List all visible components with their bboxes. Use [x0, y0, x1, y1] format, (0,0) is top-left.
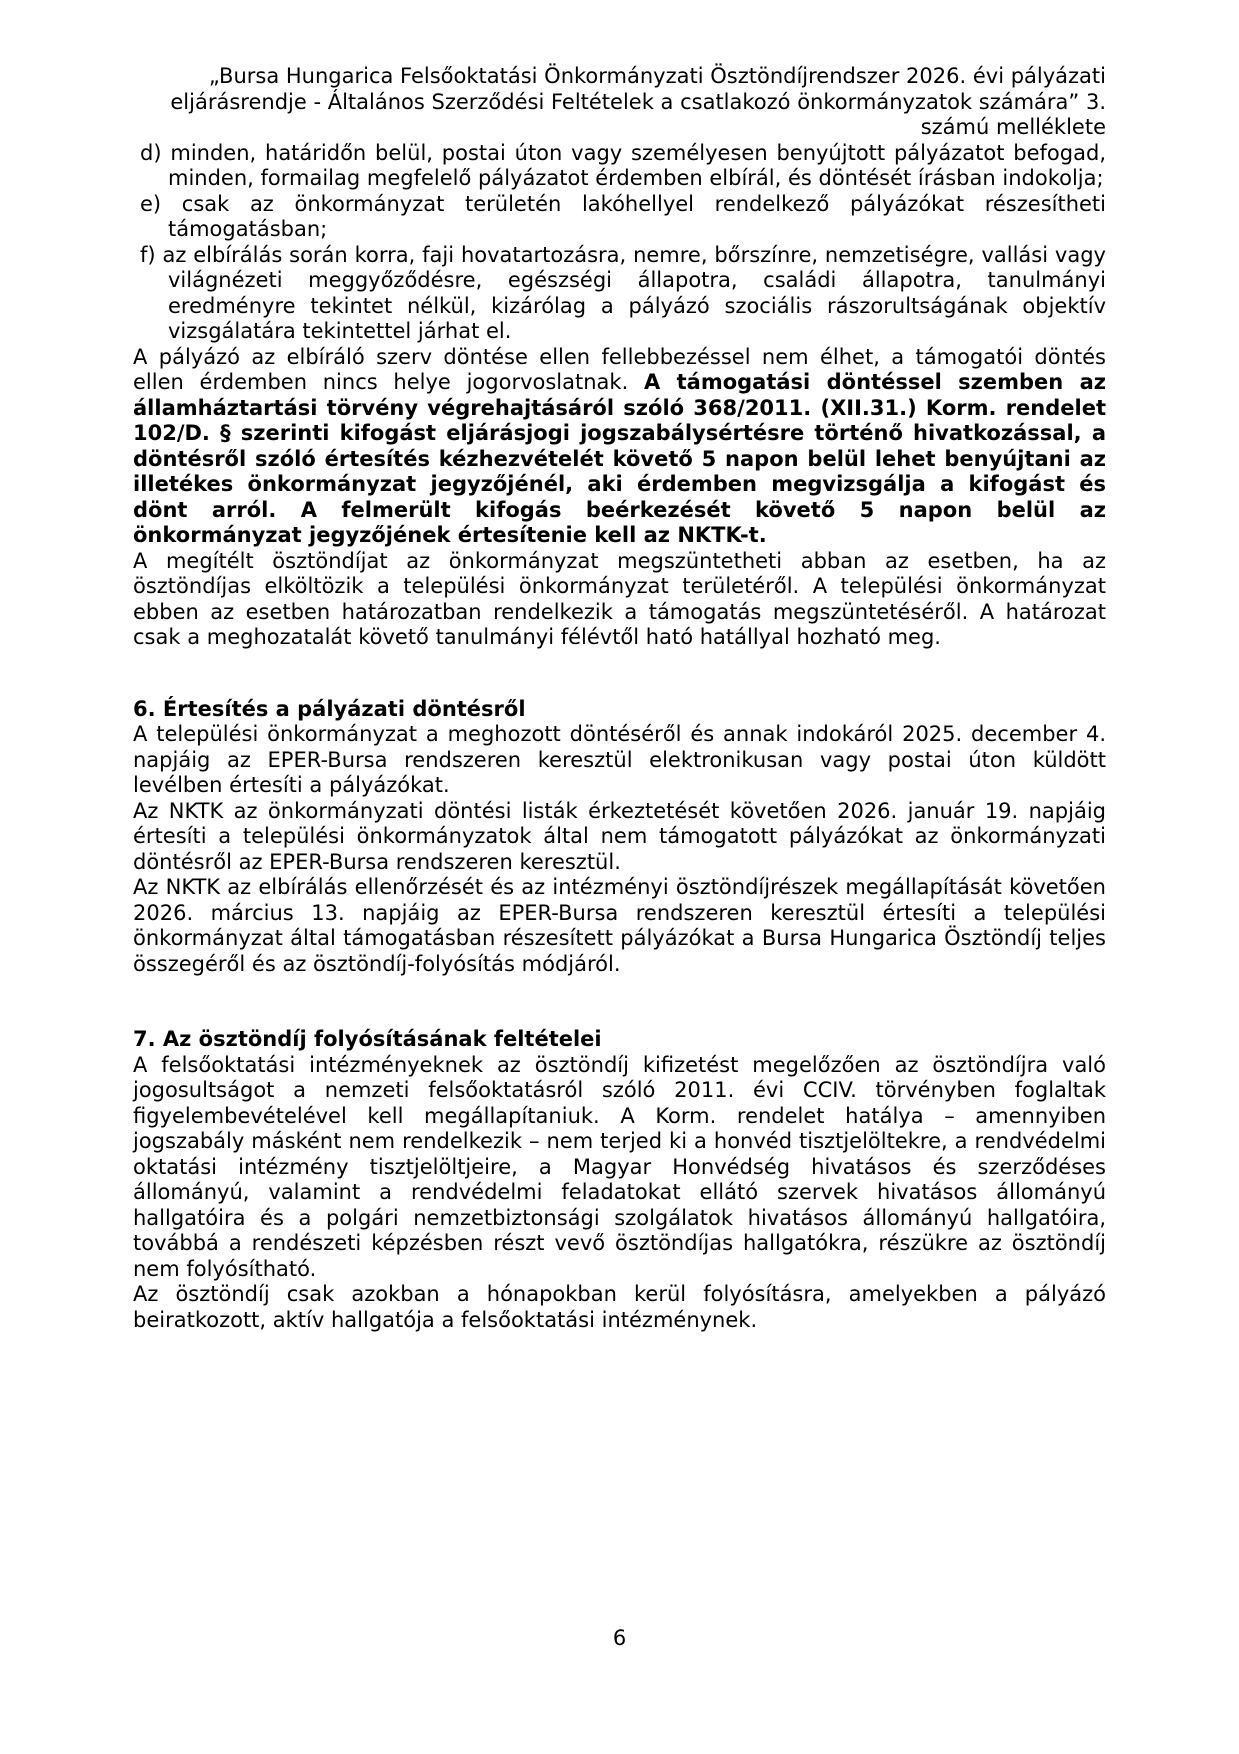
section-6-paragraph-3: Az NKTK az elbírálás ellenőrzését és az intézményi ösztöndíjrészek megállapítását követően 2026. március 13. napjáig az EPER-Bursa rendszeren keresztül értesíti a települési önkormányzat által támogatásban részesített pályázókat a Bursa Hungarica Ösztöndíj teljes összegéről és az ösztöndíj-folyósítás módjáról.	[133, 875, 1106, 976]
list-item-marker: e)	[140, 191, 162, 216]
list-item-d	[133, 141, 1106, 192]
list-item-marker: d)	[140, 140, 162, 165]
list-item-f	[133, 243, 1106, 345]
section-6-heading: 6. Értesítés a pályázati döntésről	[133, 696, 526, 721]
document-header: „Bursa Hungarica Felsőoktatási Önkormányzati Ösztöndíjrendszer 2026. évi pályázati eljárásrendje - Általános Szerződési Feltételek a csatlakozó önkormányzatok számára” 3. számú melléklete	[170, 64, 1106, 139]
section-6-paragraph-1: A települési önkormányzat a meghozott döntéséről és annak indokáról 2025. december 4. napjáig az EPER-Bursa rendszeren keresztül elektronikusan vagy postai úton küldött levélben értesíti a pályázókat.	[133, 722, 1106, 797]
list-item-text: csak az önkormányzat területén lakóhellyel rendelkező pályázókat részesítheti támogatásban;	[168, 191, 1106, 241]
paragraph-termination: A megítélt ösztöndíjat az önkormányzat megszüntetheti abban az esetben, ha az ösztöndíjas elköltözik a települési önkormányzat területéről. A települési önkormányzat ebben az esetben határozatban rendelkezik a támogatás megszüntetéséről. A határozat csak a meghozatalát követő tanulmányi félévtől ható hatállyal hozható meg.	[133, 548, 1106, 649]
paragraph-appeal	[133, 345, 1106, 549]
section-7-heading: 7. Az ösztöndíj folyósításának feltételei	[133, 1027, 602, 1051]
paragraph-appeal-normal: A pályázó az elbíráló szerv döntése ellen fellebbezéssel nem élhet, a támogatói döntés ellen érdemben nincs helye jogorvoslatnak.	[133, 344, 1106, 394]
section-7-paragraph-2: Az ösztöndíj csak azokban a hónapokban kerül folyósításra, amelyekben a pályázó beiratkozott, aktív hallgatója a felsőoktatási intézménynek.	[133, 1282, 1106, 1332]
section-6-paragraph-2: Az NKTK az önkormányzati döntési listák érkeztetését követően 2026. január 19. napjáig értesíti a települési önkormányzatok által nem támogatott pályázókat az önkormányzati döntésről az EPER-Bursa rendszeren keresztül.	[133, 798, 1106, 874]
list-item-marker: f)	[140, 242, 156, 267]
list-item-text: az elbírálás során korra, faji hovatartozásra, nemre, bőrszínre, nemzetiségre, vallási vagy világnézeti meggyőződésre, egészségi állapotra, családi állapotra, tanulmányi eredményre tekintet nélkül, kizárólag a pályázó szociális rászorultságának objektív vizsgálatára tekintettel járhat el.	[162, 242, 1106, 343]
list-item-e	[133, 192, 1106, 243]
list-item-text: minden, határidőn belül, postai úton vagy személyesen benyújtott pályázatot befogad, minden, formailag megfelelő pályázatot érdemben elbírál, és döntését írásban indokolja;	[168, 140, 1106, 190]
criteria-list	[133, 141, 1106, 345]
section-7-paragraph-1: A felsőoktatási intézményeknek az ösztöndíj kifizetést megelőzően az ösztöndíjra való jogosultságot a nemzeti felsőoktatásról szóló 2011. évi CCIV. törvényben foglaltak figyelembevételével kell megállapítaniuk. A Korm. rendelet hatálya – amennyiben jogszabály másként nem rendelkezik – nem terjed ki a honvéd tisztjelöltekre, a rendvédelmi oktatási intézmény tisztjelöltjeire, a Magyar Honvédség hivatásos és szerződéses állományú, valamint a rendvédelmi feladatokat ellátó szervek hivatásos állományú hallgatóira és a polgári nemzetbiztonsági szolgálatok hivatásos állományú hallgatóira, továbbá a rendészeti képzésben részt vevő ösztöndíjas hallgatókra, részükre az ösztöndíj nem folyósítható.	[133, 1052, 1106, 1281]
paragraph-appeal-bold-notice: A támogatási döntéssel szemben az államháztartási törvény végrehajtásáról szóló 368/2011. (XII.31.) Korm. rendelet 102/D. § szerinti kifogást eljárásjogi jogszabálysértésre történő hivatkozással, a döntésről szóló értesítés kézhezvételét követő 5 napon belül lehet benyújtani az illetékes önkormányzat jegyzőjénél, aki érdemben megvizsgálja a kifogást és dönt arról. A felmerült kifogás beérkezését követő 5 napon belül az önkormányzat jegyzőjének értesítenie kell az NKTK-t.	[133, 370, 1106, 547]
page-number: 6	[612, 1626, 627, 1650]
